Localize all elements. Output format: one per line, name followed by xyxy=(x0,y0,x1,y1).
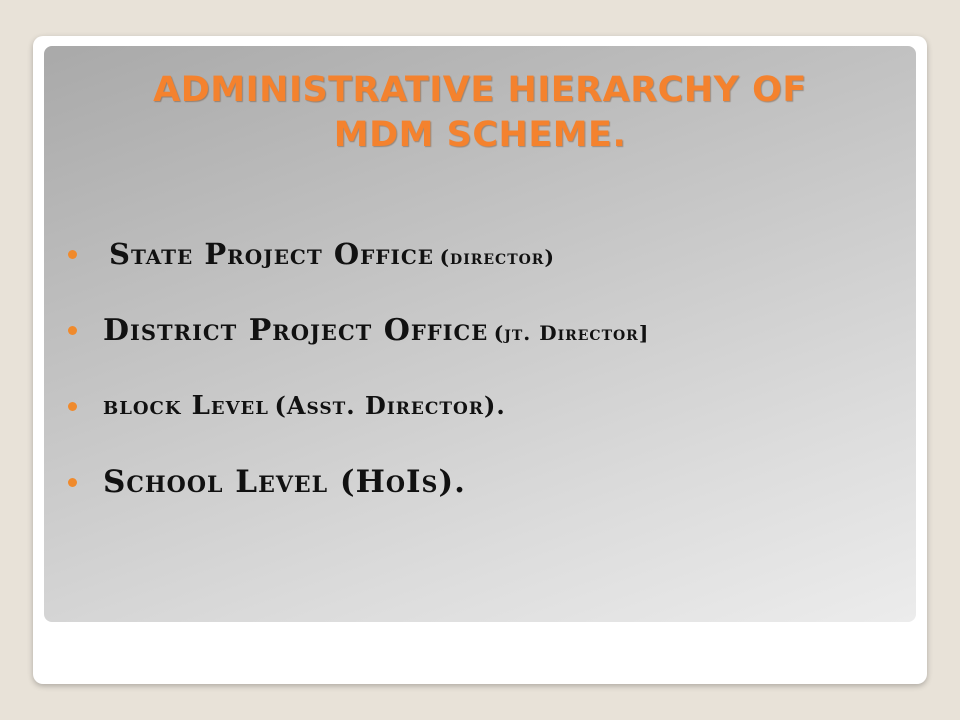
bullet-item-district xyxy=(68,310,649,350)
title-line-1: ADMINISTRATIVE HIERARCHY OF xyxy=(153,70,807,110)
bullet-dot-icon xyxy=(68,402,77,411)
bullet-sub-text: (director) xyxy=(439,245,555,269)
bullet-text xyxy=(103,313,649,348)
bullet-main-text: block Level xyxy=(103,391,269,421)
bullet-text xyxy=(103,464,466,500)
bullet-item-block xyxy=(68,386,649,426)
slide-panel xyxy=(44,46,916,622)
bullet-item-state xyxy=(68,234,649,274)
bullet-text xyxy=(109,237,555,271)
bullet-sub-text: (jt. Director] xyxy=(493,320,650,345)
title-line-2: MDM SCHEME. xyxy=(333,115,627,155)
bullet-sub-text: (Asst. Director). xyxy=(274,391,506,420)
bullet-main-text: District Project Office xyxy=(103,312,489,348)
bullet-item-school xyxy=(68,462,649,502)
slide-title xyxy=(44,68,916,158)
bullet-list xyxy=(68,234,649,538)
bullet-text xyxy=(103,391,506,421)
bullet-dot-icon xyxy=(68,326,77,335)
bullet-dot-icon xyxy=(68,478,77,487)
bullet-main-text: State Project Office xyxy=(109,237,435,271)
bullet-main-text: School Level (HoIs). xyxy=(103,464,466,500)
bullet-dot-icon xyxy=(68,250,77,259)
